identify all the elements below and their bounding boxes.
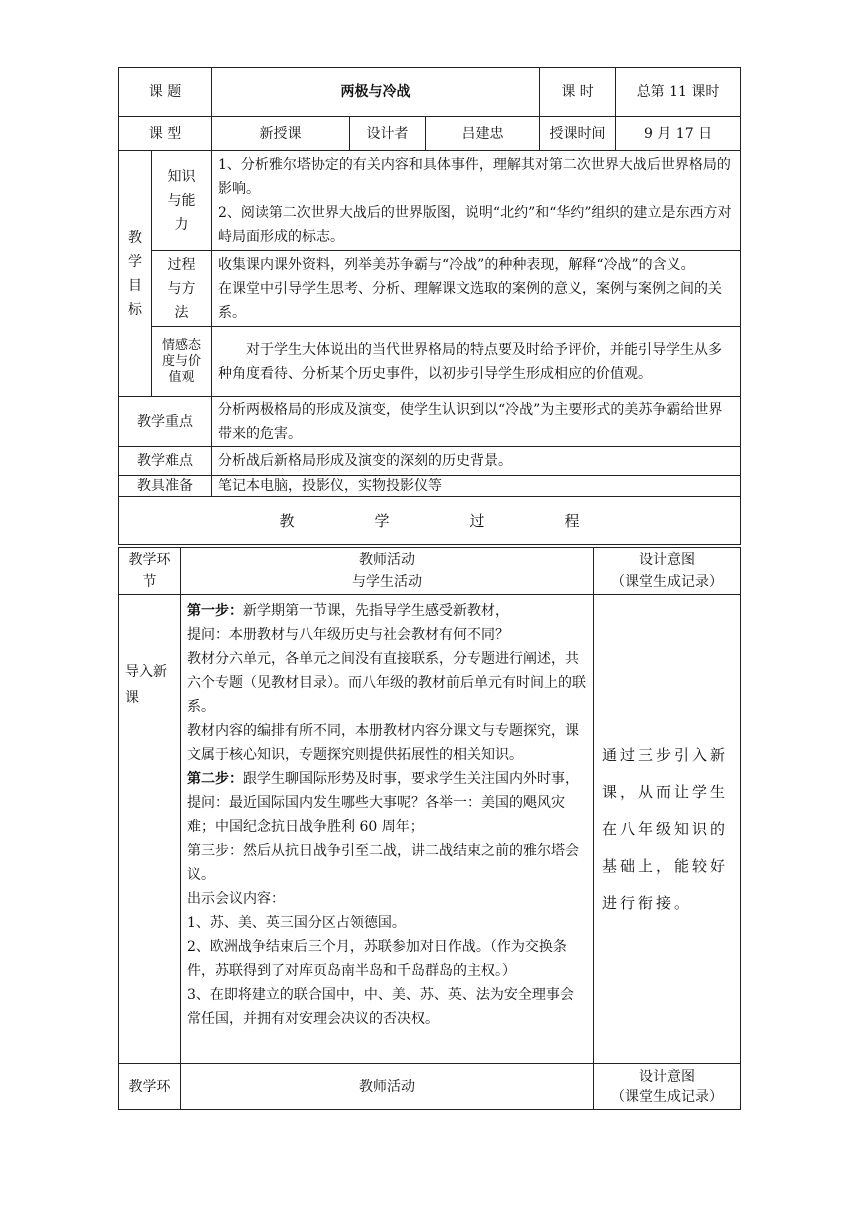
step-bold-label: 第二步： — [187, 771, 243, 787]
topic-label: 课 题 — [119, 68, 212, 117]
design-intent: 通过三步引入新课，从而让学生在八年级知识的基础上，能较好进行衔接。 — [594, 595, 741, 1064]
type-value: 新授课 — [212, 117, 350, 151]
step-paragraph — [187, 983, 587, 1031]
step-text: 2、欧洲战争结束后三个月，苏联参加对日作战。（作为交换条件，苏联得到了对库页岛南半岛和千岛群岛的主权。） — [187, 939, 567, 979]
lesson-info-table — [118, 67, 741, 545]
difficulties-content: 分析战后新格局形成及演变的深刻的历史背景。 — [212, 447, 741, 476]
col-intent-header-line-1: 设计意图 — [639, 552, 695, 568]
knowledge-line-2: 2、阅读第二次世界大战后的世界版图，说明“北约”和“华约”组织的建立是东西方对峙局面形成的标志。 — [218, 204, 732, 245]
step-paragraph — [187, 647, 587, 719]
col-intent-header — [594, 548, 741, 595]
col-activity-header-line-2: 与学生活动 — [352, 574, 422, 590]
knowledge-line-1: 1、分析雅尔塔协定的有关内容和具体事件，理解其对第二次世界大战后世界格局的影响。 — [218, 156, 731, 197]
process-heading-char-4: 程 — [564, 511, 580, 530]
step-text: 教材内容的编排有所不同，本册教材内容分课文与专题探究，课文属于核心知识，专题探究则提供拓展性的相关知识。 — [187, 723, 579, 763]
step-paragraph — [187, 719, 587, 767]
col-activity-header — [181, 548, 594, 595]
process-label: 过程与方法 — [152, 251, 212, 327]
continuation-stage-header: 教学环 — [119, 1064, 181, 1110]
process-heading — [119, 497, 741, 545]
key-points-content: 分析两极格局的形成及演变，使学生认识到以“冷战”为主要形式的美苏争霸给世界带来的危害。 — [212, 397, 741, 447]
designer-value: 吕建忠 — [426, 117, 540, 151]
step-text: 跟学生聊国际形势及时事，要求学生关注国内外时事，提问：最近国际国内发生哪些大事呢？各举一：美国的飓风灾难；中国纪念抗日战争胜利 60 周年； — [187, 771, 579, 835]
emotion-label: 情感态度与价值观 — [152, 327, 212, 397]
continuation-intent-header-line-2: （课堂生成记录） — [611, 1088, 723, 1105]
date-value: 9 月 17 日 — [616, 117, 741, 151]
process-line-2: 在课堂中引导学生思考、分析、理解课文选取的案例的意义，案例与案例之间的关系。 — [218, 280, 723, 321]
knowledge-content — [212, 151, 741, 251]
hours-value: 总第 11 课时 — [616, 68, 741, 117]
step-text: 新学期第一节课，先指导学生感受新教材， — [243, 603, 509, 619]
step-paragraph — [187, 887, 587, 911]
date-label: 授课时间 — [540, 117, 616, 151]
process-heading-char-2: 学 — [374, 511, 390, 530]
col-activity-header-line-1: 教师活动 — [359, 552, 415, 568]
key-points-label: 教学重点 — [119, 397, 212, 447]
process-line-1: 收集课内课外资料，列举美苏争霸与“冷战”的种种表现，解释“冷战”的含义。 — [218, 256, 695, 273]
process-heading-char-1: 教 — [279, 511, 295, 530]
step-paragraph — [187, 623, 587, 647]
designer-label: 设计者 — [350, 117, 426, 151]
knowledge-label: 知识与能力 — [152, 151, 212, 251]
step-paragraph — [187, 767, 587, 839]
step-bold-label: 第一步： — [187, 603, 243, 619]
tools-label: 教具准备 — [119, 476, 212, 497]
hours-label: 课 时 — [540, 68, 616, 117]
step-text: 出示会议内容： — [187, 891, 285, 907]
steps-content — [181, 595, 594, 1064]
step-text: 1、苏、美、英三国分区占领德国。 — [187, 915, 406, 931]
step-text: 教材分六单元，各单元之间没有直接联系，分专题进行阐述，共六个专题（见教材目录）。而八年级的教材前后单元有时间上的联系。 — [187, 651, 586, 715]
col-stage-header: 教学环节 — [119, 548, 181, 595]
continuation-intent-header — [594, 1064, 741, 1110]
step-text: 提问：本册教材与八年级历史与社会教材有何不同？ — [187, 627, 509, 643]
emotion-content: 对于学生大体说出的当代世界格局的特点要及时给予评价，并能引导学生从多种角度看待、分析某个历史事件，以初步引导学生形成相应的价值观。 — [212, 327, 741, 397]
process-heading-char-3: 过 — [469, 511, 485, 530]
step-text: 3、在即将建立的联合国中，中、美、苏、英、法为安全理事会常任国，并拥有对安理会决议的否决权。 — [187, 987, 574, 1027]
teaching-process-table — [118, 547, 741, 1110]
col-intent-header-line-2: （课堂生成记录） — [611, 574, 723, 590]
process-content — [212, 251, 741, 327]
goals-label: 教学目标 — [119, 151, 152, 397]
tools-content: 笔记本电脑，投影仪，实物投影仪等 — [212, 476, 741, 497]
difficulties-label: 教学难点 — [119, 447, 212, 476]
continuation-intent-header-line-1: 设计意图 — [639, 1068, 695, 1085]
step-paragraph — [187, 599, 587, 623]
step-text: 第三步：然后从抗日战争引至二战，讲二战结束之前的雅尔塔会议。 — [187, 843, 579, 883]
step-paragraph — [187, 839, 587, 887]
continuation-activity-header: 教师活动 — [181, 1064, 594, 1110]
topic-value: 两极与冷战 — [212, 68, 540, 117]
type-label: 课 型 — [119, 117, 212, 151]
section-label: 导入新课 — [119, 595, 181, 1064]
step-paragraph — [187, 935, 587, 983]
step-paragraph — [187, 911, 587, 935]
